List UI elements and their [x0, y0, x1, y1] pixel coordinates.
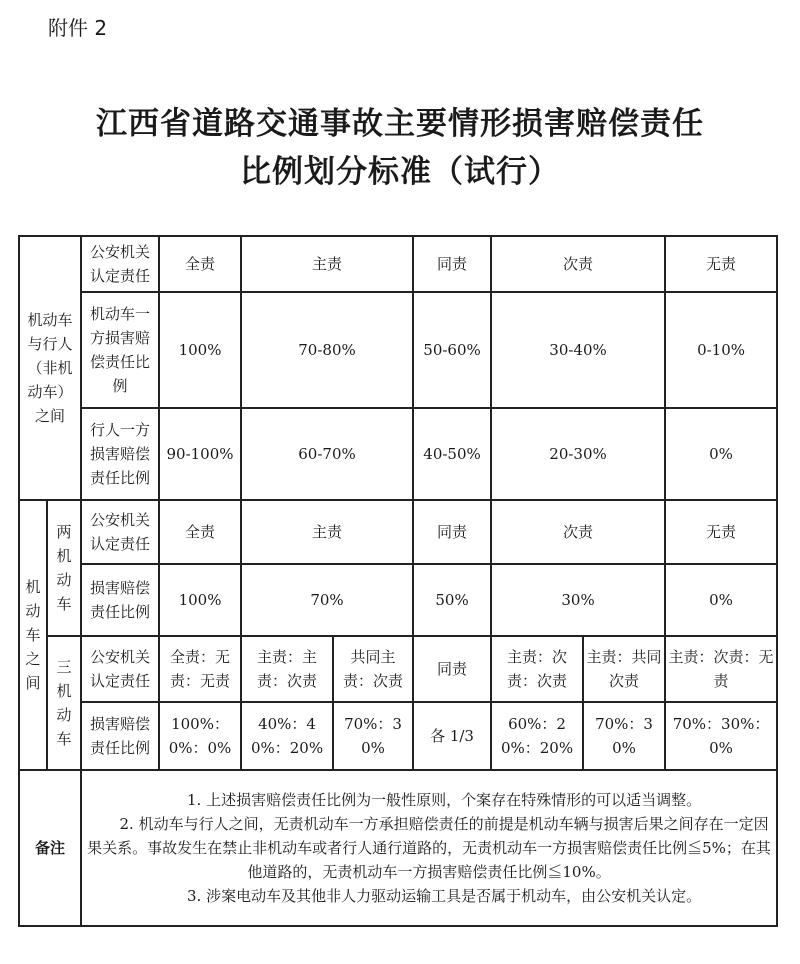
ratio-cell: 100% [159, 564, 241, 636]
notes-content [81, 770, 777, 926]
level-cell: 全责 [159, 236, 241, 292]
two-vehicle-label: 两机动车 [47, 500, 81, 636]
pedestrian-group-label: 机动车与行人（非机动车）之间 [19, 236, 81, 500]
case-cell: 全责：无责：无责 [159, 636, 241, 702]
ratio-cell: 100% [159, 292, 241, 408]
ratio-cell: 60-70% [241, 408, 413, 500]
level-cell: 全责 [159, 500, 241, 564]
level-cell: 主责 [241, 500, 413, 564]
ratio-cell: 70%：30% [583, 702, 665, 770]
ratio-cell: 90-100% [159, 408, 241, 500]
ratio-cell: 30% [491, 564, 665, 636]
case-cell: 主责：主责：次责 [241, 636, 333, 702]
row-label: 损害赔偿责任比例 [81, 702, 159, 770]
ratio-cell: 0-10% [665, 292, 777, 408]
case-cell: 主责：共同次责 [583, 636, 665, 702]
ratio-cell: 50-60% [413, 292, 491, 408]
level-cell: 同责 [413, 236, 491, 292]
pedestrian-ratio-row [19, 408, 777, 500]
notes-label: 备注 [19, 770, 81, 926]
doc-title-line2: 比例划分标准（试行） [240, 154, 560, 190]
pedestrian-responsibility-row [19, 236, 777, 292]
note-item: 3. 涉案电动车及其他非人力驱动运输工具是否属于机动车，由公安机关认定。 [186, 887, 702, 905]
doc-title-line1: 江西省道路交通事故主要情形损害赔偿责任 [96, 106, 704, 142]
note-item: 1. 上述损害赔偿责任比例为一般性原则，个案存在特殊情形的可以适当调整。 [186, 791, 702, 809]
note-item: 2. 机动车与行人之间，无责机动车一方承担赔偿责任的前提是机动车辆与损害后果之间存在一定因果关系。事故发生在禁止非机动车或者行人通行道路的，无责机动车一方损害赔偿责任比例≦5%；在其他道路的，无责机动车一方损害赔偿责任比例≦10%。 [87, 815, 771, 881]
ratio-cell: 70%：30% [333, 702, 413, 770]
row-label: 损害赔偿责任比例 [81, 564, 159, 636]
vehicles-group-label: 机动车之间 [19, 500, 47, 770]
ratio-cell: 0% [665, 564, 777, 636]
ratio-cell: 40%：40%：20% [241, 702, 333, 770]
ratio-cell: 40-50% [413, 408, 491, 500]
row-label: 公安机关认定责任 [81, 500, 159, 564]
liability-table [18, 235, 778, 927]
two-vehicle-responsibility-row [19, 500, 777, 564]
row-label: 公安机关认定责任 [81, 636, 159, 702]
ratio-cell: 70-80% [241, 292, 413, 408]
two-vehicle-ratio-row [19, 564, 777, 636]
level-cell: 次责 [491, 500, 665, 564]
ratio-cell: 各 1/3 [413, 702, 491, 770]
case-cell: 共同主责：次责 [333, 636, 413, 702]
ratio-cell: 50% [413, 564, 491, 636]
row-label: 机动车一方损害赔偿责任比例 [81, 292, 159, 408]
row-label: 公安机关认定责任 [81, 236, 159, 292]
level-cell: 同责 [413, 500, 491, 564]
ratio-cell: 70% [241, 564, 413, 636]
three-vehicle-label: 三机动车 [47, 636, 81, 770]
notes-row [19, 770, 777, 926]
three-vehicle-responsibility-row [19, 636, 777, 702]
ratio-cell: 60%：20%：20% [491, 702, 583, 770]
ratio-cell: 0% [665, 408, 777, 500]
motor-ratio-row [19, 292, 777, 408]
row-label: 行人一方损害赔偿责任比例 [81, 408, 159, 500]
case-cell: 主责：次责：无责 [665, 636, 777, 702]
level-cell: 无责 [665, 236, 777, 292]
case-cell: 同责 [413, 636, 491, 702]
level-cell: 无责 [665, 500, 777, 564]
level-cell: 次责 [491, 236, 665, 292]
attachment-label: 附件 2 [48, 16, 108, 40]
case-cell: 主责：次责：次责 [491, 636, 583, 702]
ratio-cell: 30-40% [491, 292, 665, 408]
ratio-cell: 20-30% [491, 408, 665, 500]
level-cell: 主责 [241, 236, 413, 292]
ratio-cell: 70%：30%：0% [665, 702, 777, 770]
ratio-cell: 100%：0%：0% [159, 702, 241, 770]
three-vehicle-ratio-row [19, 702, 777, 770]
